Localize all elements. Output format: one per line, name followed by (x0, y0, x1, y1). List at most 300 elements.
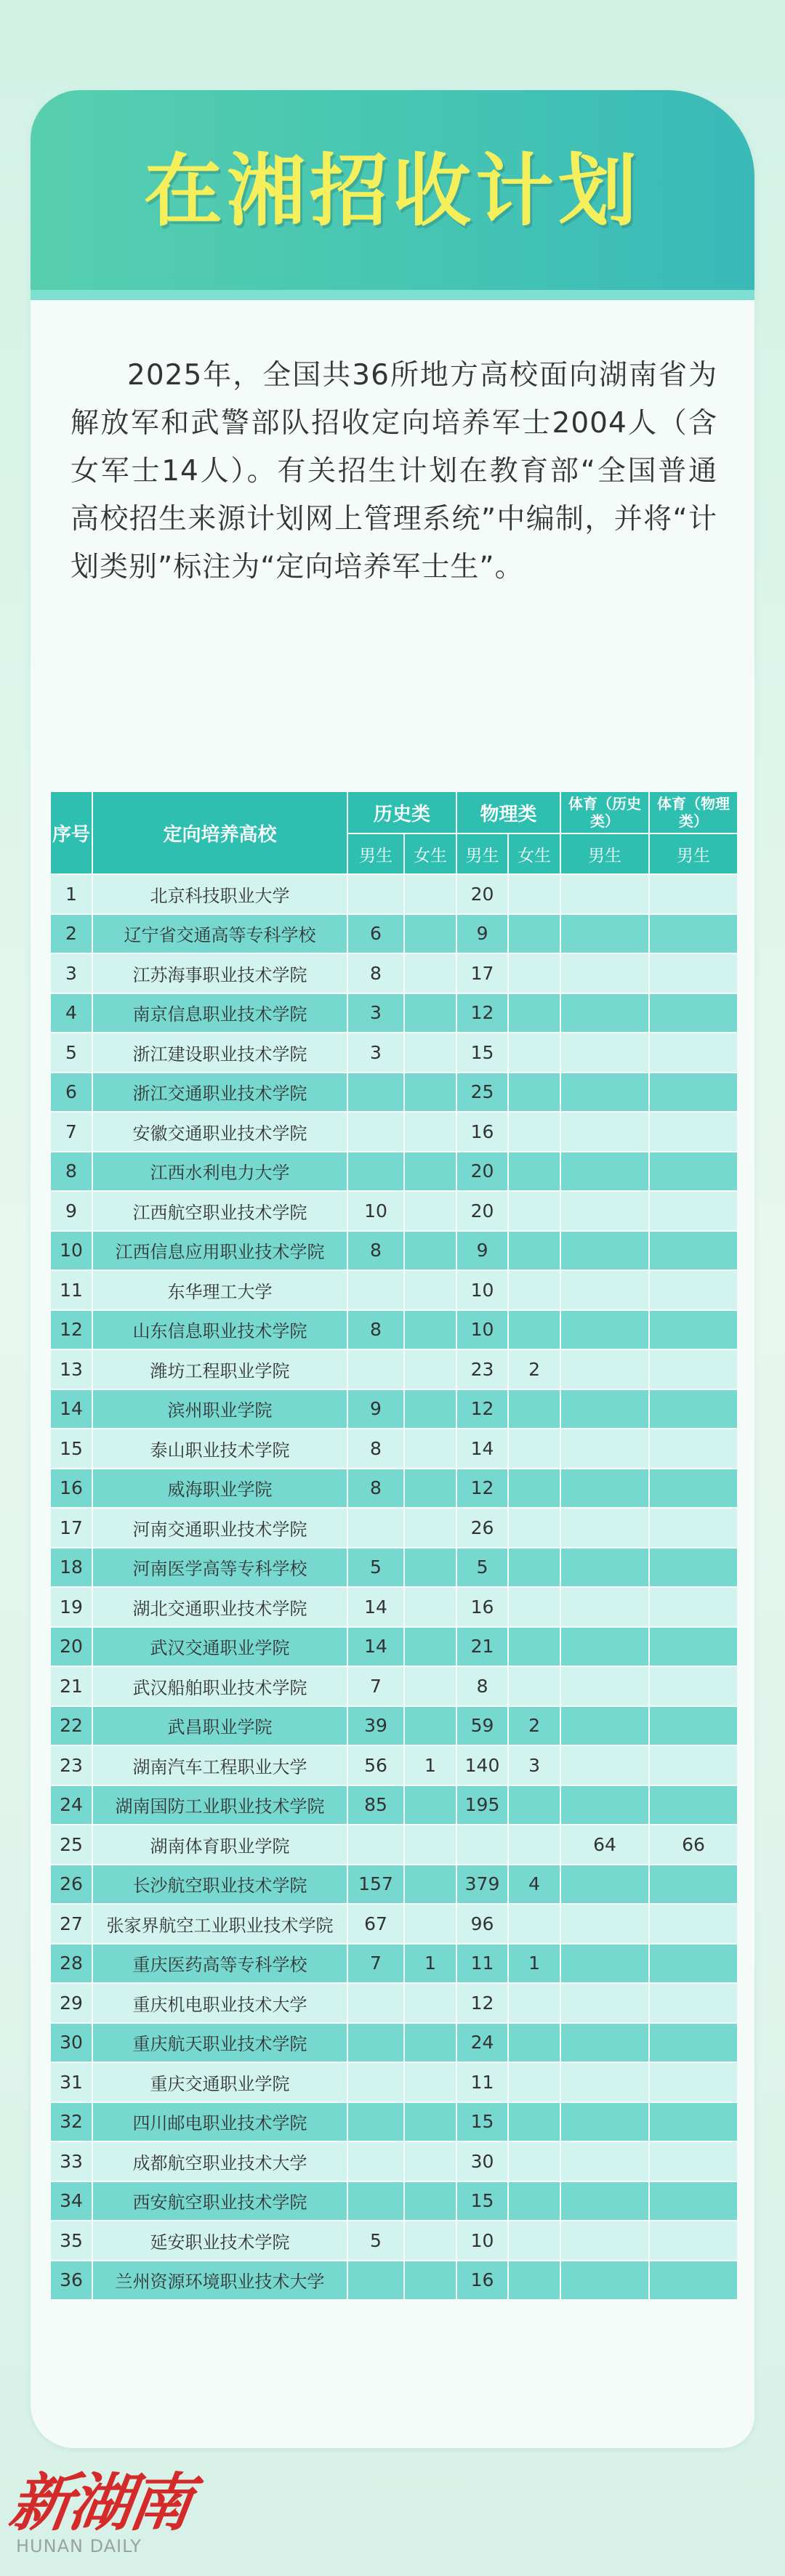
pe-physics-male-cell (649, 1587, 738, 1627)
seq-cell: 27 (50, 1904, 92, 1944)
school-cell: 湖南国防工业职业技术学院 (92, 1785, 347, 1825)
history-male-cell (347, 2062, 404, 2102)
history-female-cell (404, 1469, 456, 1509)
history-male-cell (347, 1073, 404, 1113)
physics-female-cell (508, 993, 560, 1033)
history-female-cell (404, 1112, 456, 1152)
history-female-cell: 1 (404, 1745, 456, 1785)
pe-physics-male-cell (649, 1627, 738, 1667)
school-cell: 江西航空职业技术学院 (92, 1191, 347, 1231)
pe-history-male-cell (560, 1033, 649, 1073)
history-male-cell: 7 (347, 1666, 404, 1706)
seq-cell: 3 (50, 953, 92, 993)
school-cell: 延安职业技术学院 (92, 2221, 347, 2261)
header-history-female: 女生 (404, 833, 456, 874)
pe-history-male-cell (560, 2023, 649, 2063)
school-cell: 潍坊工程职业学院 (92, 1349, 347, 1389)
school-cell: 张家界航空工业职业技术学院 (92, 1904, 347, 1944)
table-row (50, 914, 738, 954)
pe-history-male-cell (560, 2062, 649, 2102)
history-male-cell: 3 (347, 1033, 404, 1073)
school-cell: 东华理工大学 (92, 1270, 347, 1310)
history-male-cell (347, 874, 404, 914)
history-male-cell: 5 (347, 1548, 404, 1588)
physics-female-cell (508, 1904, 560, 1944)
table-row (50, 1666, 738, 1706)
table-row (50, 2181, 738, 2221)
school-cell: 重庆机电职业技术大学 (92, 1983, 347, 2023)
physics-male-cell: 20 (456, 874, 508, 914)
pe-history-male-cell (560, 1627, 649, 1667)
seq-cell: 36 (50, 2261, 92, 2301)
school-cell: 重庆医药高等专科学校 (92, 1944, 347, 1984)
pe-physics-male-cell (649, 1666, 738, 1706)
seq-cell: 8 (50, 1152, 92, 1192)
table-row (50, 1983, 738, 2023)
pe-history-male-cell (560, 1469, 649, 1509)
physics-male-cell: 17 (456, 953, 508, 993)
physics-female-cell (508, 1785, 560, 1825)
pe-history-male-cell (560, 1548, 649, 1588)
physics-male-cell: 15 (456, 2181, 508, 2221)
pe-history-male-cell (560, 1112, 649, 1152)
physics-female-cell (508, 1627, 560, 1667)
pe-history-male-cell (560, 1666, 649, 1706)
history-female-cell (404, 1191, 456, 1231)
history-male-cell (347, 2261, 404, 2301)
header-seq: 序号 (50, 791, 92, 874)
pe-physics-male-cell (649, 874, 738, 914)
seq-cell: 17 (50, 1508, 92, 1548)
history-female-cell (404, 874, 456, 914)
pe-physics-male-cell (649, 2261, 738, 2301)
seq-cell: 4 (50, 993, 92, 1033)
physics-female-cell (508, 1112, 560, 1152)
physics-male-cell: 16 (456, 2261, 508, 2301)
physics-female-cell: 1 (508, 1944, 560, 1984)
pe-physics-male-cell (649, 1745, 738, 1785)
physics-male-cell: 9 (456, 914, 508, 954)
history-female-cell (404, 1310, 456, 1350)
physics-female-cell (508, 2221, 560, 2261)
pe-history-male-cell (560, 1865, 649, 1905)
history-female-cell (404, 2221, 456, 2261)
physics-female-cell (508, 1548, 560, 1588)
history-male-cell: 5 (347, 2221, 404, 2261)
seq-cell: 18 (50, 1548, 92, 1588)
history-female-cell (404, 2141, 456, 2181)
school-cell: 湖南汽车工程职业大学 (92, 1745, 347, 1785)
history-female-cell (404, 2181, 456, 2221)
history-female-cell (404, 953, 456, 993)
history-male-cell (347, 1270, 404, 1310)
pe-history-male-cell (560, 914, 649, 954)
table-row (50, 1548, 738, 1588)
physics-female-cell (508, 2181, 560, 2221)
history-male-cell (347, 1825, 404, 1865)
physics-male-cell: 10 (456, 1270, 508, 1310)
table-row (50, 1191, 738, 1231)
seq-cell: 20 (50, 1627, 92, 1667)
history-female-cell (404, 1389, 456, 1429)
seq-cell: 26 (50, 1865, 92, 1905)
table-row (50, 1825, 738, 1865)
history-female-cell (404, 1627, 456, 1667)
table-row (50, 2102, 738, 2142)
physics-female-cell (508, 1825, 560, 1865)
history-female-cell: 1 (404, 1944, 456, 1984)
header-pe-physics: 体育（物理类） (649, 791, 738, 833)
seq-cell: 23 (50, 1745, 92, 1785)
pe-history-male-cell (560, 1745, 649, 1785)
physics-female-cell (508, 1666, 560, 1706)
pe-physics-male-cell (649, 1112, 738, 1152)
history-male-cell: 10 (347, 1191, 404, 1231)
pe-physics-male-cell (649, 2023, 738, 2063)
pe-history-male-cell (560, 1587, 649, 1627)
logo-wordmark: 新湖南 (4, 2466, 195, 2540)
physics-male-cell: 96 (456, 1904, 508, 1944)
pe-physics-male-cell (649, 1865, 738, 1905)
header-pe-physics-male: 男生 (649, 833, 738, 874)
history-male-cell: 6 (347, 914, 404, 954)
pe-physics-male-cell (649, 1191, 738, 1231)
school-cell: 南京信息职业技术学院 (92, 993, 347, 1033)
pe-history-male-cell (560, 1983, 649, 2023)
seq-cell: 16 (50, 1469, 92, 1509)
history-female-cell (404, 1983, 456, 2023)
pe-physics-male-cell (649, 993, 738, 1033)
school-cell: 北京科技职业大学 (92, 874, 347, 914)
pe-history-male-cell (560, 2102, 649, 2142)
table-row (50, 1033, 738, 1073)
seq-cell: 19 (50, 1587, 92, 1627)
table-row (50, 2023, 738, 2063)
history-female-cell (404, 1666, 456, 1706)
seq-cell: 15 (50, 1429, 92, 1469)
history-male-cell: 39 (347, 1706, 404, 1746)
history-male-cell: 14 (347, 1587, 404, 1627)
table-row (50, 1627, 738, 1667)
seq-cell: 30 (50, 2023, 92, 2063)
school-cell: 浙江交通职业技术学院 (92, 1073, 347, 1113)
seq-cell: 33 (50, 2141, 92, 2181)
physics-female-cell (508, 874, 560, 914)
header-divider (31, 290, 754, 300)
pe-history-male-cell (560, 953, 649, 993)
pe-history-male-cell (560, 1073, 649, 1113)
seq-cell: 12 (50, 1310, 92, 1350)
pe-history-male-cell (560, 874, 649, 914)
school-cell: 西安航空职业技术学院 (92, 2181, 347, 2221)
physics-male-cell: 16 (456, 1112, 508, 1152)
pe-physics-male-cell (649, 1073, 738, 1113)
history-female-cell (404, 1865, 456, 1905)
physics-female-cell (508, 914, 560, 954)
physics-female-cell (508, 1231, 560, 1271)
history-male-cell (347, 2023, 404, 2063)
history-female-cell (404, 1825, 456, 1865)
pe-history-male-cell (560, 1944, 649, 1984)
history-male-cell: 14 (347, 1627, 404, 1667)
table-row (50, 1706, 738, 1746)
table-row (50, 1429, 738, 1469)
physics-male-cell: 9 (456, 1231, 508, 1271)
history-male-cell (347, 1983, 404, 2023)
table-row (50, 1270, 738, 1310)
physics-male-cell: 24 (456, 2023, 508, 2063)
seq-cell: 24 (50, 1785, 92, 1825)
history-female-cell (404, 1349, 456, 1389)
physics-female-cell (508, 1073, 560, 1113)
pe-physics-male-cell (649, 2181, 738, 2221)
seq-cell: 1 (50, 874, 92, 914)
school-cell: 四川邮电职业技术学院 (92, 2102, 347, 2142)
history-female-cell (404, 1706, 456, 1746)
pe-physics-male-cell (649, 914, 738, 954)
pe-physics-male-cell (649, 1389, 738, 1429)
pe-physics-male-cell (649, 2062, 738, 2102)
school-cell: 重庆交通职业学院 (92, 2062, 347, 2102)
physics-female-cell: 2 (508, 1349, 560, 1389)
history-female-cell (404, 1548, 456, 1588)
school-cell: 泰山职业技术学院 (92, 1429, 347, 1469)
pe-history-male-cell: 64 (560, 1825, 649, 1865)
physics-male-cell: 14 (456, 1429, 508, 1469)
pe-physics-male-cell (649, 1904, 738, 1944)
history-female-cell (404, 914, 456, 954)
table-row (50, 2062, 738, 2102)
pe-history-male-cell (560, 1310, 649, 1350)
history-male-cell: 8 (347, 1469, 404, 1509)
history-female-cell (404, 1429, 456, 1469)
header-physics: 物理类 (456, 791, 560, 833)
history-male-cell (347, 1152, 404, 1192)
seq-cell: 35 (50, 2221, 92, 2261)
school-cell: 河南医学高等专科学校 (92, 1548, 347, 1588)
pe-physics-male-cell (649, 1706, 738, 1746)
header-pe-history-male: 男生 (560, 833, 649, 874)
school-cell: 安徽交通职业技术学院 (92, 1112, 347, 1152)
pe-physics-male-cell (649, 2141, 738, 2181)
physics-female-cell (508, 1270, 560, 1310)
physics-female-cell (508, 1191, 560, 1231)
hunan-daily-logo (4, 2466, 199, 2569)
physics-female-cell (508, 2141, 560, 2181)
school-cell: 兰州资源环境职业技术大学 (92, 2261, 347, 2301)
physics-female-cell (508, 1587, 560, 1627)
pe-history-male-cell (560, 1270, 649, 1310)
pe-history-male-cell (560, 2221, 649, 2261)
logo-subtitle: HUNAN DAILY (16, 2536, 142, 2556)
pe-physics-male-cell (649, 1785, 738, 1825)
history-male-cell (347, 2102, 404, 2142)
pe-history-male-cell (560, 2261, 649, 2301)
history-male-cell: 7 (347, 1944, 404, 1984)
table-row (50, 1745, 738, 1785)
physics-male-cell: 8 (456, 1666, 508, 1706)
physics-female-cell (508, 1389, 560, 1429)
pe-physics-male-cell (649, 1349, 738, 1389)
history-male-cell (347, 1112, 404, 1152)
history-female-cell (404, 2062, 456, 2102)
history-female-cell (404, 1231, 456, 1271)
header-history-male: 男生 (347, 833, 404, 874)
pe-history-male-cell (560, 1508, 649, 1548)
seq-cell: 31 (50, 2062, 92, 2102)
pe-history-male-cell (560, 1191, 649, 1231)
pe-physics-male-cell (649, 1944, 738, 1984)
physics-male-cell: 23 (456, 1349, 508, 1389)
pe-physics-male-cell (649, 1310, 738, 1350)
history-male-cell: 9 (347, 1389, 404, 1429)
header-history: 历史类 (347, 791, 456, 833)
physics-male-cell: 11 (456, 1944, 508, 1984)
seq-cell: 29 (50, 1983, 92, 2023)
table-row (50, 1152, 738, 1192)
header-physics-female: 女生 (508, 833, 560, 874)
table-row (50, 1469, 738, 1509)
table-row (50, 2141, 738, 2181)
physics-male-cell: 12 (456, 1389, 508, 1429)
physics-male-cell: 30 (456, 2141, 508, 2181)
history-male-cell: 85 (347, 1785, 404, 1825)
seq-cell: 13 (50, 1349, 92, 1389)
history-female-cell (404, 2023, 456, 2063)
pe-history-male-cell (560, 1904, 649, 1944)
table-row (50, 1904, 738, 1944)
school-cell: 河南交通职业技术学院 (92, 1508, 347, 1548)
history-female-cell (404, 1785, 456, 1825)
history-female-cell (404, 1033, 456, 1073)
history-female-cell (404, 1270, 456, 1310)
pe-history-male-cell (560, 1152, 649, 1192)
physics-female-cell (508, 2102, 560, 2142)
pe-history-male-cell (560, 1231, 649, 1271)
pe-history-male-cell (560, 1785, 649, 1825)
table-row (50, 1865, 738, 1905)
physics-male-cell: 10 (456, 1310, 508, 1350)
table-row (50, 953, 738, 993)
table-row (50, 1349, 738, 1389)
school-cell: 辽宁省交通高等专科学校 (92, 914, 347, 954)
history-male-cell: 8 (347, 1310, 404, 1350)
school-cell: 江西水利电力大学 (92, 1152, 347, 1192)
physics-male-cell: 59 (456, 1706, 508, 1746)
history-female-cell (404, 2261, 456, 2301)
physics-male-cell: 20 (456, 1191, 508, 1231)
physics-male-cell: 12 (456, 1983, 508, 2023)
table-row (50, 1944, 738, 1984)
table-row (50, 1508, 738, 1548)
physics-male-cell: 15 (456, 2102, 508, 2142)
seq-cell: 22 (50, 1706, 92, 1746)
seq-cell: 11 (50, 1270, 92, 1310)
physics-female-cell (508, 1152, 560, 1192)
pe-physics-male-cell (649, 1983, 738, 2023)
school-cell: 重庆航天职业技术学院 (92, 2023, 347, 2063)
school-cell: 威海职业学院 (92, 1469, 347, 1509)
school-cell: 山东信息职业技术学院 (92, 1310, 347, 1350)
pe-physics-male-cell (649, 1548, 738, 1588)
history-female-cell (404, 2102, 456, 2142)
plan-card (31, 90, 754, 2448)
school-cell: 浙江建设职业技术学院 (92, 1033, 347, 1073)
table-row (50, 1231, 738, 1271)
seq-cell: 9 (50, 1191, 92, 1231)
physics-male-cell: 10 (456, 2221, 508, 2261)
seq-cell: 25 (50, 1825, 92, 1865)
pe-physics-male-cell (649, 1429, 738, 1469)
seq-cell: 28 (50, 1944, 92, 1984)
pe-physics-male-cell (649, 1469, 738, 1509)
enrollment-table (49, 791, 738, 2301)
physics-female-cell (508, 1310, 560, 1350)
history-male-cell: 3 (347, 993, 404, 1033)
table-row (50, 1310, 738, 1350)
physics-female-cell (508, 1983, 560, 2023)
pe-physics-male-cell (649, 1033, 738, 1073)
table-row (50, 1112, 738, 1152)
physics-male-cell: 16 (456, 1587, 508, 1627)
pe-history-male-cell (560, 993, 649, 1033)
history-male-cell (347, 2141, 404, 2181)
pe-physics-male-cell (649, 953, 738, 993)
seq-cell: 2 (50, 914, 92, 954)
physics-female-cell: 2 (508, 1706, 560, 1746)
header-physics-male: 男生 (456, 833, 508, 874)
school-cell: 长沙航空职业技术学院 (92, 1865, 347, 1905)
history-male-cell: 56 (347, 1745, 404, 1785)
physics-male-cell (456, 1825, 508, 1865)
physics-female-cell: 4 (508, 1865, 560, 1905)
table-row (50, 874, 738, 914)
table-body (50, 874, 738, 2300)
school-cell: 湖南体育职业学院 (92, 1825, 347, 1865)
pe-physics-male-cell (649, 1152, 738, 1192)
physics-male-cell: 26 (456, 1508, 508, 1548)
school-cell: 武汉船舶职业技术学院 (92, 1666, 347, 1706)
history-male-cell: 157 (347, 1865, 404, 1905)
history-female-cell (404, 1073, 456, 1113)
physics-male-cell: 195 (456, 1785, 508, 1825)
table-row (50, 2261, 738, 2301)
physics-female-cell (508, 1429, 560, 1469)
pe-physics-male-cell (649, 1508, 738, 1548)
history-female-cell (404, 993, 456, 1033)
seq-cell: 34 (50, 2181, 92, 2221)
seq-cell: 14 (50, 1389, 92, 1429)
school-cell: 江苏海事职业技术学院 (92, 953, 347, 993)
history-male-cell (347, 1508, 404, 1548)
school-cell: 武汉交通职业学院 (92, 1627, 347, 1667)
header-school: 定向培养高校 (92, 791, 347, 874)
physics-male-cell: 140 (456, 1745, 508, 1785)
history-male-cell (347, 2181, 404, 2221)
history-male-cell: 8 (347, 1231, 404, 1271)
pe-physics-male-cell (649, 1270, 738, 1310)
school-cell: 武昌职业学院 (92, 1706, 347, 1746)
physics-female-cell (508, 2062, 560, 2102)
history-male-cell: 8 (347, 1429, 404, 1469)
physics-male-cell: 5 (456, 1548, 508, 1588)
seq-cell: 6 (50, 1073, 92, 1113)
physics-female-cell (508, 2023, 560, 2063)
pe-physics-male-cell (649, 1231, 738, 1271)
table-row (50, 1389, 738, 1429)
history-female-cell (404, 1152, 456, 1192)
seq-cell: 21 (50, 1666, 92, 1706)
